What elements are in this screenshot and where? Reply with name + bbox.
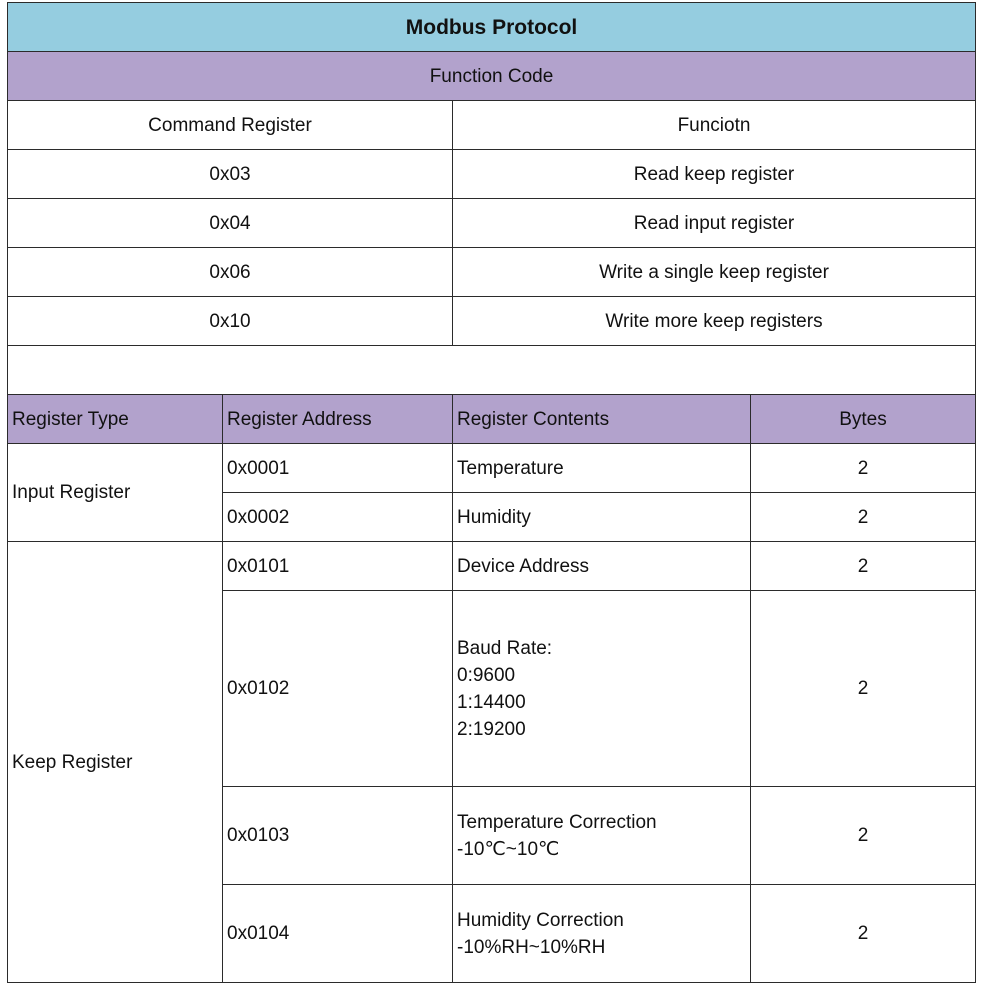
function-code-value: 0x10 bbox=[8, 297, 453, 346]
contents-line: Temperature Correction bbox=[457, 811, 657, 833]
function-code-heading: Function Code bbox=[8, 52, 976, 101]
contents-line: Humidity Correction bbox=[457, 909, 624, 931]
register-bytes: 2 bbox=[751, 591, 976, 787]
contents-line: 0:9600 bbox=[457, 664, 516, 686]
register-contents: Device Address bbox=[453, 542, 751, 591]
contents-line: Baud Rate: bbox=[457, 637, 553, 659]
function-code-value: 0x06 bbox=[8, 248, 453, 297]
function-code-value: 0x03 bbox=[8, 150, 453, 199]
function-description: Read input register bbox=[453, 199, 976, 248]
register-type-input: Input Register bbox=[8, 444, 223, 542]
function-description: Write more keep registers bbox=[453, 297, 976, 346]
spacer-cell bbox=[8, 346, 976, 395]
function-code-row bbox=[8, 248, 976, 297]
bytes-header: Bytes bbox=[751, 395, 976, 444]
register-address: 0x0102 bbox=[223, 591, 453, 787]
register-address: 0x0002 bbox=[223, 493, 453, 542]
contents-line: -10℃~10℃ bbox=[457, 838, 560, 860]
register-type-header: Register Type bbox=[8, 395, 223, 444]
register-bytes: 2 bbox=[751, 493, 976, 542]
function-code-row bbox=[8, 150, 976, 199]
spacer-row bbox=[8, 346, 976, 395]
function-code-row bbox=[8, 199, 976, 248]
register-bytes: 2 bbox=[751, 787, 976, 885]
function-code-heading-row bbox=[8, 52, 976, 101]
register-contents-header: Register Contents bbox=[453, 395, 751, 444]
modbus-protocol-table bbox=[7, 2, 976, 983]
register-address: 0x0001 bbox=[223, 444, 453, 493]
function-code-row bbox=[8, 297, 976, 346]
function-description: Write a single keep register bbox=[453, 248, 976, 297]
register-contents bbox=[453, 787, 751, 885]
command-register-header: Command Register bbox=[8, 101, 453, 150]
register-row bbox=[8, 444, 976, 493]
register-bytes: 2 bbox=[751, 885, 976, 983]
function-code-header-row bbox=[8, 101, 976, 150]
register-type-keep: Keep Register bbox=[8, 542, 223, 983]
contents-line: -10%RH~10%RH bbox=[457, 936, 606, 958]
function-description: Read keep register bbox=[453, 150, 976, 199]
register-contents bbox=[453, 885, 751, 983]
contents-line: 1:14400 bbox=[457, 691, 526, 713]
register-contents bbox=[453, 591, 751, 787]
register-contents: Temperature bbox=[453, 444, 751, 493]
register-address: 0x0104 bbox=[223, 885, 453, 983]
function-header: Funciotn bbox=[453, 101, 976, 150]
contents-line: 2:19200 bbox=[457, 718, 526, 740]
register-header-row bbox=[8, 395, 976, 444]
register-bytes: 2 bbox=[751, 542, 976, 591]
register-address: 0x0101 bbox=[223, 542, 453, 591]
title-row bbox=[8, 3, 976, 52]
register-row bbox=[8, 542, 976, 591]
register-address-header: Register Address bbox=[223, 395, 453, 444]
register-contents: Humidity bbox=[453, 493, 751, 542]
table-title: Modbus Protocol bbox=[8, 3, 976, 52]
register-bytes: 2 bbox=[751, 444, 976, 493]
register-address: 0x0103 bbox=[223, 787, 453, 885]
function-code-value: 0x04 bbox=[8, 199, 453, 248]
